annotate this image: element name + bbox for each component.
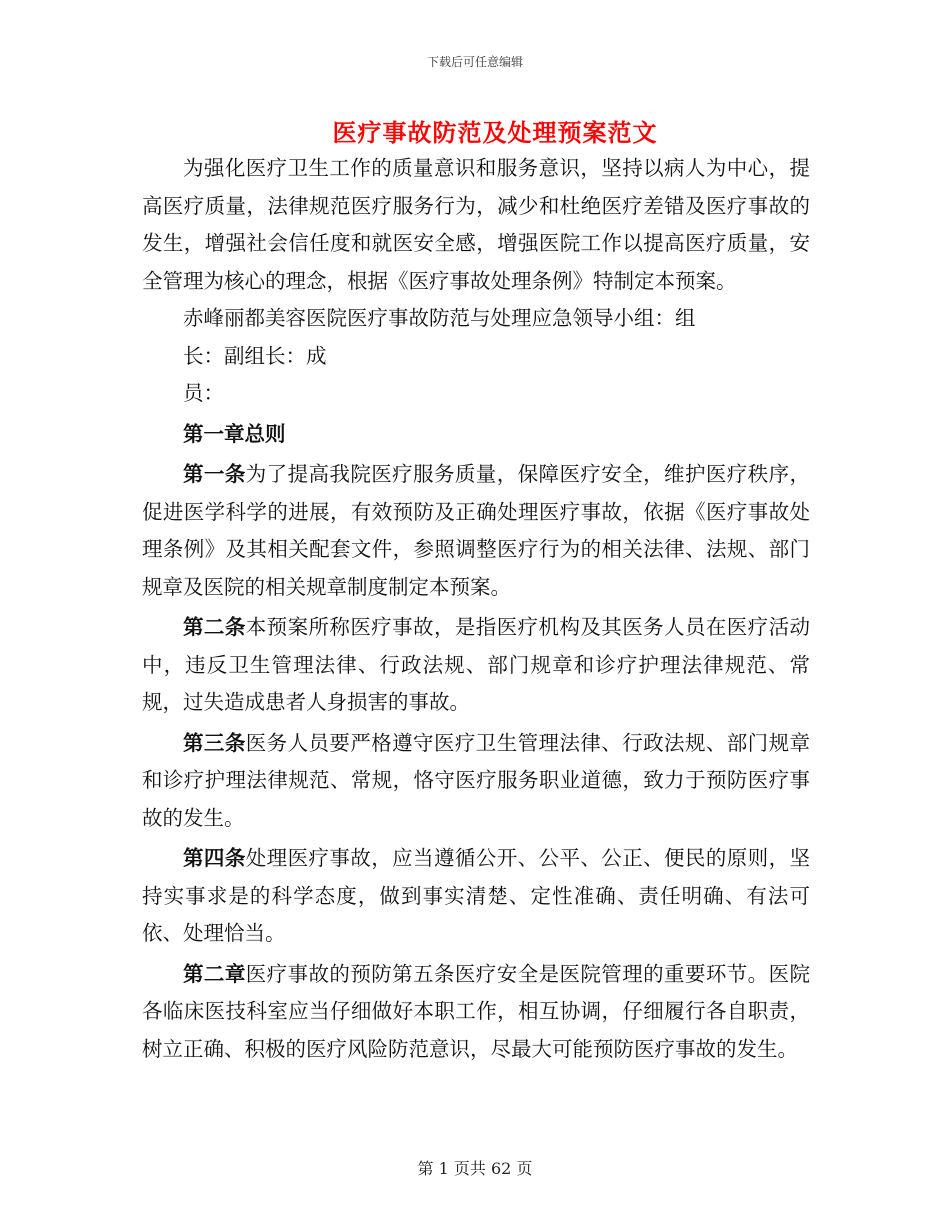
document-title: 医疗事故防范及处理预案范文 [332,118,658,147]
page-header: 下载后可任意编辑 [426,55,523,69]
group-line-2: 长：副组长：成 [183,343,327,368]
chapter-2-label: 第二章 [183,961,246,986]
article-label: 第一条 [183,462,246,486]
article-text: 处理医疗事故，应当遵循公开、公平、公正、便民的原则，坚持实事求是的科学态度，做到事实清楚、定性准确、责任明确、有法可依、处理恰当。 [142,846,811,945]
group-line-1: 赤峰丽都美容医院医疗事故防范与处理应急领导小组：组 [183,306,696,330]
document-body [142,150,810,1068]
intro-paragraph: 为强化医疗卫生工作的质量意识和服务意识，坚持以病人为中心，提高医疗质量，法律规范医疗服务行为，减少和杜绝医疗差错及医疗事故的发生，增强社会信任度和就医安全感，增强医院工作以提高医疗质量，安全管理为核心的理念，根据《医疗事故处理条例》特制定本预案。 [142,156,810,293]
chapter-1-heading-text: 第一章总则 [183,421,286,446]
group-line-3: 员： [183,381,224,405]
article-label: 第四条 [183,846,246,870]
article-label: 第二条 [183,615,246,639]
article-text: 医务人员要严格遵守医疗卫生管理法律、行政法规、部门规章和诊疗护理法律规范、常规，恪守医疗服务职业道德，致力于预防医疗事故的发生。 [142,730,811,830]
article-paragraph [142,609,810,722]
article-paragraph [142,725,810,838]
chapter-2-paragraph [142,956,810,1069]
page-footer: 第 1 页共 62 页 [417,1159,533,1178]
article-label: 第三条 [183,730,246,755]
article-text: 为了提高我院医疗服务质量，保障医疗安全，维护医疗秩序，促进医学科学的进展，有效预防及正确处理医疗事故，依据《医疗事故处理条例》及其相关配套文件，参照调整医疗行为的相关法律、法规、部门规章及医院的相关规章制度制定本预案。 [142,462,811,599]
chapter-2-text: 医疗事故的预防第五条医疗安全是医院管理的重要环节。医院各临床医技科室应当仔细做好本职工作，相互协调，仔细履行各自职责，树立正确、积极的医疗风险防范意识，尽最大可能预防医疗事故的发生。 [142,961,811,1061]
article-text: 本预案所称医疗事故，是指医疗机构及其医务人员在医疗活动中，违反卫生管理法律、行政法规、部门规章和诊疗护理法律规范、常规，过失造成患者人身损害的事故。 [142,615,811,714]
article-paragraph [142,456,810,606]
article-paragraph [142,840,810,953]
chapter-1-heading [142,416,810,454]
